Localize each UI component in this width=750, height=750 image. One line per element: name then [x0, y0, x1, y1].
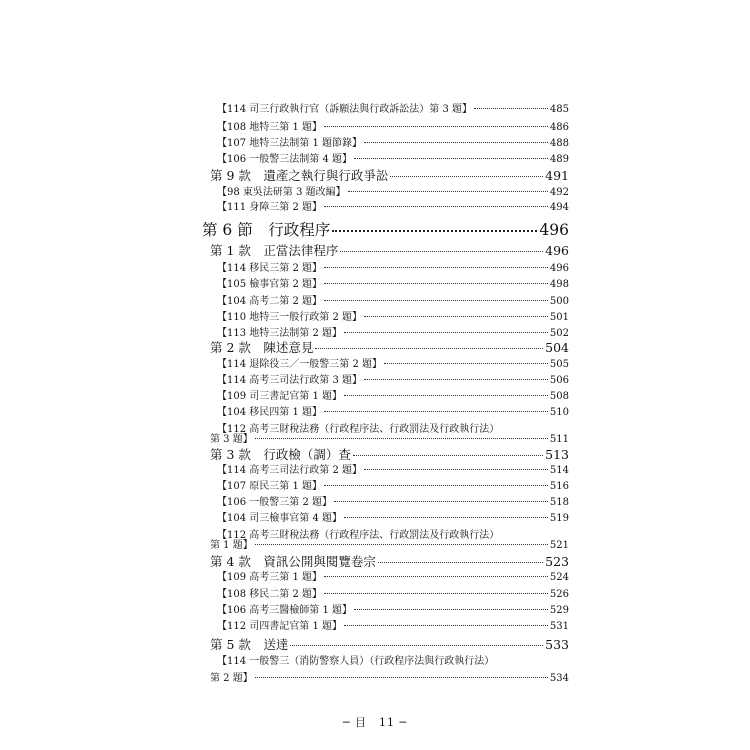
toc-page-number: 513 — [545, 447, 569, 462]
dot-leader — [290, 645, 543, 646]
toc-entry[interactable] — [217, 355, 569, 370]
toc-entry[interactable] — [217, 275, 569, 290]
toc-entry-title: 【107 地特三法制第 1 題節錄】 — [217, 138, 362, 149]
toc-entry-title: 【109 司三書記官第 1 題】 — [217, 391, 342, 402]
toc-page-number: 521 — [549, 540, 569, 551]
toc-page-number: 516 — [549, 481, 569, 492]
toc-entry-title: 第 2 題】 — [210, 673, 253, 684]
toc-entry-title: 【107 原民三第 1 題】 — [217, 481, 322, 492]
toc-subsection[interactable] — [210, 166, 569, 183]
dot-leader — [255, 544, 548, 545]
toc-page-number: 514 — [549, 465, 569, 476]
dot-leader — [344, 395, 548, 396]
toc-page-number: 533 — [545, 637, 569, 652]
toc-page-number: 508 — [549, 391, 569, 402]
toc-entry-title: 【106 一般警三第 2 題】 — [217, 497, 332, 508]
dot-leader — [344, 625, 548, 626]
dot-leader — [364, 469, 548, 470]
toc-entry-title: 第 9 款 遺產之執行與行政爭訟 — [210, 168, 389, 183]
toc-subsection[interactable] — [210, 552, 569, 569]
toc-page-number: 534 — [549, 673, 569, 684]
toc-page-number: 524 — [549, 572, 569, 583]
toc-entry-title: 【106 一般警三法制第 4 題】 — [217, 154, 352, 165]
toc-entry[interactable] — [217, 617, 569, 632]
dot-leader — [364, 316, 548, 317]
toc-page-number: 526 — [549, 589, 569, 600]
dot-leader — [324, 126, 548, 127]
toc-page-number: 523 — [545, 554, 569, 569]
dot-leader — [324, 283, 548, 284]
toc-section[interactable] — [202, 218, 569, 239]
toc-entry-title: 【98 東吳法研第 3 題改編】 — [217, 187, 346, 198]
toc-page-number: 491 — [545, 168, 569, 183]
dot-leader — [324, 485, 548, 486]
toc-entry-title: 【106 高考三醫檢師第 1 題】 — [217, 605, 352, 616]
dot-leader — [324, 267, 548, 268]
toc-page-number: 529 — [549, 605, 569, 616]
dot-leader — [324, 576, 548, 577]
dot-leader — [255, 438, 548, 439]
toc-entry[interactable] — [217, 183, 569, 198]
toc-page-number: 496 — [549, 263, 569, 274]
toc-entry-title: 【110 地特三一般行政第 2 題】 — [217, 312, 362, 323]
page-footer: ─ 目 11 ─ — [342, 716, 408, 729]
toc-page-number: 501 — [549, 312, 569, 323]
toc-entry-title: 【104 司三檢事官第 4 題】 — [217, 513, 342, 524]
dot-leader — [344, 517, 548, 518]
dot-leader — [364, 142, 548, 143]
toc-page-number: 488 — [549, 138, 569, 149]
toc-page-number: 486 — [549, 122, 569, 133]
toc-entry[interactable] — [217, 461, 569, 476]
toc-page-number: 504 — [545, 340, 569, 355]
toc-entry-title: 【114 移民三第 2 題】 — [217, 263, 322, 274]
toc-entry-title: 第 3 題】 — [210, 434, 253, 445]
toc-entry-title: 【112 司四書記官第 1 題】 — [217, 621, 342, 632]
dot-leader — [364, 379, 548, 380]
toc-page-number: 500 — [549, 296, 569, 307]
toc-entry[interactable] — [217, 198, 569, 213]
toc-subsection[interactable] — [210, 338, 569, 355]
toc-entry-title: 【108 移民二第 2 題】 — [217, 589, 322, 600]
dot-leader — [390, 176, 543, 177]
toc-entry-title: 【114 高考三司法行政第 2 題】 — [217, 465, 362, 476]
toc-page-number: 502 — [549, 328, 569, 339]
toc-page-number: 505 — [549, 359, 569, 370]
toc-entry-title: 【112 高考三財稅法務（行政程序法、行政罰法及行政執行法） — [217, 424, 500, 435]
toc-entry-title: 【105 檢事官第 2 題】 — [217, 279, 322, 290]
toc-entry[interactable] — [217, 292, 569, 307]
toc-entry[interactable] — [217, 387, 569, 402]
toc-entry[interactable] — [217, 150, 569, 165]
dot-leader — [334, 501, 548, 502]
dot-leader — [255, 677, 548, 678]
toc-entry-title: 第 5 款 送達 — [210, 637, 289, 652]
toc-entry-continuation[interactable] — [210, 669, 569, 684]
dot-leader — [324, 300, 548, 301]
toc-entry[interactable] — [217, 601, 569, 616]
toc-entry-title: 第 1 題】 — [210, 540, 253, 551]
toc-entry-title: 【114 一般警三（消防警察人員）（行政程序法與行政執行法） — [217, 656, 495, 667]
toc-entry[interactable] — [217, 585, 569, 600]
toc-entry[interactable] — [217, 259, 569, 274]
toc-entry-title: 第 4 款 資訊公開與閱覽卷宗 — [210, 554, 376, 569]
toc-entry-continuation[interactable] — [210, 536, 569, 551]
dot-leader — [324, 206, 548, 207]
toc-page-number: 506 — [549, 375, 569, 386]
toc-entry-title: 第 6 節 行政程序 — [202, 221, 331, 239]
toc-entry-title: 【114 高考三司法行政第 3 題】 — [217, 375, 362, 386]
toc-page-number: 519 — [549, 513, 569, 524]
dot-leader — [315, 348, 543, 349]
toc-entry[interactable] — [217, 568, 569, 583]
toc-page-number: 494 — [549, 202, 569, 213]
toc-entry-title: 【112 高考三財稅法務（行政程序法、行政罰法及行政執行法） — [217, 530, 500, 541]
dot-leader — [340, 251, 543, 252]
dot-leader — [324, 411, 548, 412]
toc-entry-title: 【108 地特三第 1 題】 — [217, 122, 322, 133]
toc-entry[interactable] — [217, 118, 569, 133]
toc-page-number: 496 — [539, 221, 569, 239]
toc-page-number: 489 — [549, 154, 569, 165]
toc-page-number: 510 — [549, 407, 569, 418]
dot-leader — [378, 562, 543, 563]
toc-page-number: 531 — [549, 621, 569, 632]
toc-page-number: 518 — [549, 497, 569, 508]
toc-entry[interactable] — [217, 477, 569, 492]
toc-subsection[interactable] — [210, 635, 569, 652]
toc-entry[interactable] — [217, 403, 569, 418]
toc-entry-continuation[interactable] — [210, 430, 569, 445]
toc-entry[interactable] — [217, 308, 569, 323]
dot-leader — [353, 455, 543, 456]
dot-leader — [354, 158, 548, 159]
toc-entry-title: 【111 身障三第 2 題】 — [217, 202, 322, 213]
toc-entry-title: 第 1 款 正當法律程序 — [210, 243, 339, 258]
toc-entry-title: 【104 移民四第 1 題】 — [217, 407, 322, 418]
toc-page-number: 492 — [549, 187, 569, 198]
toc-entry[interactable] — [217, 324, 569, 339]
dot-leader — [348, 191, 548, 192]
toc-entry[interactable] — [217, 100, 569, 115]
toc-entry[interactable] — [217, 134, 569, 149]
dot-leader — [324, 593, 548, 594]
dot-leader — [354, 609, 548, 610]
dot-leader — [384, 363, 548, 364]
toc-entry-title: 【113 地特三法制第 2 題】 — [217, 328, 342, 339]
toc-entry-title: 第 3 款 行政檢（調）查 — [210, 447, 351, 462]
dot-leader — [474, 108, 548, 109]
toc-entry[interactable] — [217, 493, 569, 508]
toc-entry[interactable] — [217, 509, 569, 524]
toc-entry-title: 第 2 款 陳述意見 — [210, 340, 314, 355]
toc-entry-title: 【114 退除役三／一般警三第 2 題】 — [217, 359, 382, 370]
dot-leader — [332, 230, 537, 232]
toc-entry-title: 【104 高考二第 2 題】 — [217, 296, 322, 307]
toc-page-number: 485 — [549, 104, 569, 115]
toc-page-number: 496 — [545, 243, 569, 258]
toc-entry[interactable] — [217, 371, 569, 386]
toc-subsection[interactable] — [210, 445, 569, 462]
toc-entry-title: 【109 高考三第 1 題】 — [217, 572, 322, 583]
toc-entry[interactable] — [217, 652, 569, 667]
toc-entry-title: 【114 司三行政執行官（訴願法與行政訴訟法）第 3 題】 — [217, 104, 472, 115]
dot-leader — [344, 332, 548, 333]
toc-page-number: 511 — [549, 434, 569, 445]
toc-subsection[interactable] — [210, 241, 569, 258]
toc-page-number: 498 — [549, 279, 569, 290]
